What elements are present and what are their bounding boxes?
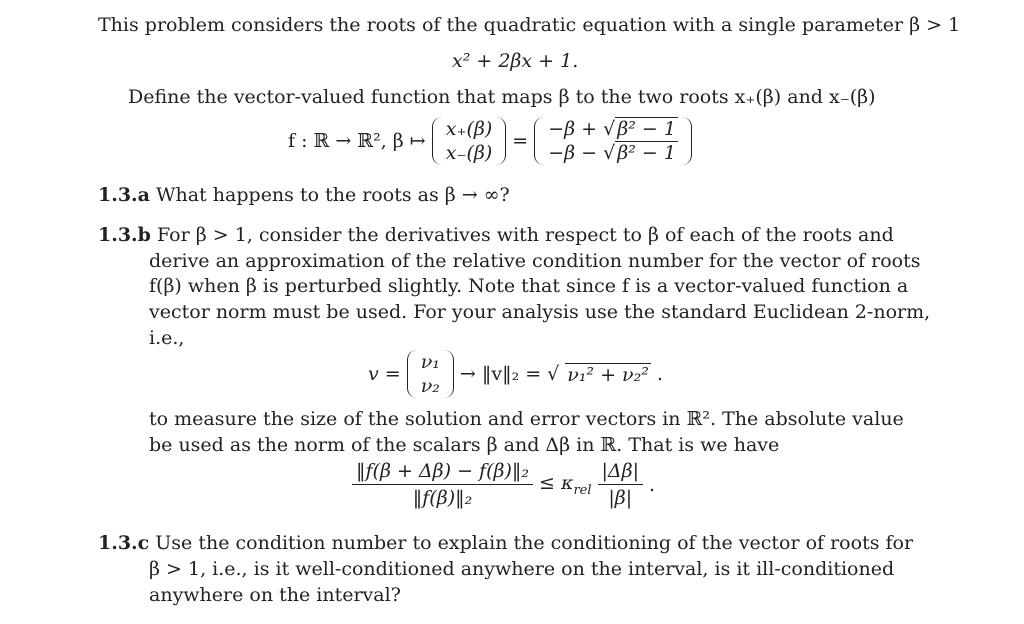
sqrt-symbol: √	[603, 142, 616, 164]
question-c-line-3: anywhere on the interval?	[149, 584, 401, 606]
roots-formula-vector	[534, 117, 692, 165]
radicand-top: β² − 1	[617, 118, 676, 140]
question-a	[98, 184, 510, 206]
nu-1: ν₁	[420, 351, 440, 373]
relative-error-denominator: ‖f(β)‖₂	[412, 487, 473, 509]
question-b-line-2: derive an approximation of the relative condition number for the vector of roots	[149, 250, 921, 272]
nu-vector	[407, 350, 454, 398]
quadratic-equation: x² + 2βx + 1.	[452, 50, 579, 72]
norm-radicand: ν₁² + ν₂²	[567, 363, 649, 386]
question-c-first-line	[98, 532, 913, 554]
question-b-line-7: be used as the norm of the scalars β and Δβ in ℝ. That is we have	[149, 434, 780, 456]
question-b-line-5: i.e.,	[149, 327, 185, 349]
question-a-label: 1.3.a	[98, 184, 150, 206]
question-c-label: 1.3.c	[98, 532, 150, 554]
root-plus: x₊(β)	[445, 118, 493, 140]
question-b-label: 1.3.b	[98, 224, 151, 246]
condition-number-inequality	[352, 460, 655, 509]
roots-vector	[432, 117, 507, 165]
inequality-period: .	[649, 473, 656, 496]
question-c-line-2: β > 1, i.e., is it well-conditioned anywhere on the interval, is it ill-conditioned	[149, 558, 895, 580]
question-b-line-6: to measure the size of the solution and error vectors in ℝ². The absolute value	[149, 408, 904, 430]
relative-error-numerator: ‖f(β + Δβ) − f(β)‖₂	[352, 460, 533, 485]
norm-period: .	[656, 363, 663, 385]
sqrt-symbol: √	[547, 363, 560, 385]
question-b-line-1: For β > 1, consider the derivatives with respect to β of each of the roots and	[157, 224, 894, 246]
intro-line-2: Define the vector-valued function that maps β to the two roots x₊(β) and x₋(β)	[128, 86, 876, 108]
question-a-text: What happens to the roots as β → ∞?	[156, 184, 510, 206]
question-b-first-line	[98, 224, 894, 246]
relative-perturbation-fraction	[598, 460, 644, 509]
nu-2: ν₂	[420, 375, 440, 397]
inequality-kappa: ≤ κ	[539, 471, 574, 494]
radicand-bottom: β² − 1	[617, 142, 676, 164]
question-b-line-4: vector norm must be used. For your analysis use the standard Euclidean 2-norm,	[149, 301, 931, 323]
equals-sign: =	[512, 130, 529, 152]
perturbation-denominator: |β|	[608, 487, 633, 509]
root-minus: x₋(β)	[445, 142, 493, 164]
function-definition	[288, 117, 692, 165]
root-plus-prefix: −β +	[548, 118, 598, 140]
perturbation-numerator: |Δβ|	[598, 460, 644, 485]
question-c-line-1: Use the condition number to explain the conditioning of the vector of roots for	[155, 532, 914, 554]
euclidean-norm-equation	[368, 350, 663, 398]
function-signature: f : ℝ → ℝ², β ↦	[288, 130, 426, 152]
root-minus-prefix: −β −	[548, 142, 598, 164]
kappa-subscript: rel	[573, 482, 592, 498]
sqrt-symbol: √	[603, 118, 616, 140]
question-b-line-3: f(β) when β is perturbed slightly. Note that since f is a vector-valued function a	[149, 275, 909, 297]
norm-lhs: v =	[368, 363, 401, 385]
relative-error-fraction	[352, 460, 533, 509]
intro-line-1: This problem considers the roots of the quadratic equation with a single parameter β > 1	[98, 14, 961, 36]
norm-rhs-prefix: → ‖v‖₂ =	[459, 363, 542, 385]
